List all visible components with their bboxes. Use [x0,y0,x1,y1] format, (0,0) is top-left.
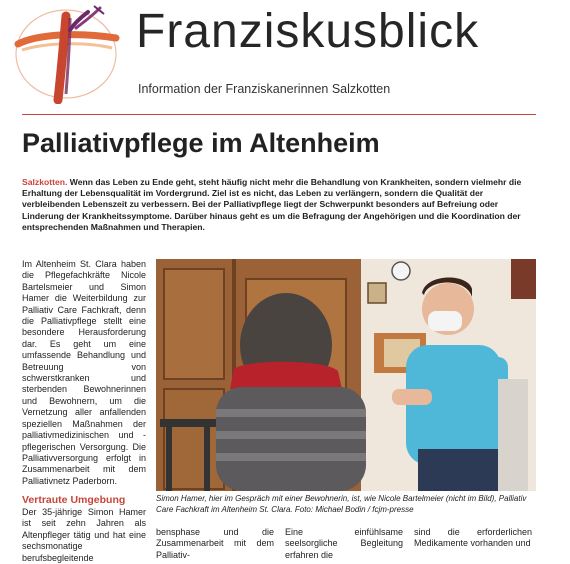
section-subheading: Vertraute Umgebung [22,494,126,506]
masthead [0,0,570,118]
body-column-4: sind die erforderlichen Medikamente vorhanden und [414,527,532,549]
body-column-2: bensphase und die Zusammenarbeit mit dem Palliativ- [156,527,274,560]
photo-caption: Simon Hamer, hier im Gespräch mit einer Bewohnerin, ist, wie Nicole Bartelmeier (nicht im Bild), Palliativ Care Fachkraft im Altenheim St. Clara. Foto: Michael Bodin / fcjm-presse [156,494,527,514]
lead-dateline: Salzkotten. [22,177,68,187]
body-column-3: Eine einfühlsame seelsorgliche Begleitung erfahren die [285,527,403,560]
publication-title: Franziskusblick [136,5,480,58]
article-lead [22,177,538,233]
article-photo [156,259,536,491]
franciscan-cross-logo-icon [8,4,120,104]
publication-subtitle: Information der Franziskanerinnen Salzkotten [138,82,391,96]
lead-text: Wenn das Leben zu Ende geht, steht häufig nicht mehr die Behandlung von Krankheiten, sondern vielmehr die Erhaltung der Lebensqualität im Vordergrund. Ziel ist es nicht, das Leben zu verlängern, sondern die Qualität der verbleibenden Lebenszeit zu verbessern. Bei der Palliativpflege liegt der Schwerpunkt besonders auf Befreiung oder Linderung der Krankheitssymptome. Darüber hinaus geht es um die Befragung der Angehörigen und die Koordination der entsprechenden Maßnahmen und Therapien. [22,177,522,232]
body-column-1: Im Altenheim St. Clara haben die Pflegefachkräfte Nicole Bartelsmeier und Simon Hamer die Weiterbildung zur Palliativ Care Fachkraft, denn die Palliativpflege stellt eine besondere Herausforderung dar. Es geht um eine umfassende Behandlung und Betreuung von schwerstkranken und sterbenden Bewohnerinnen und Bewohnern, um die Vernetzung aller anfallenden speziellen Maßnahmen der palliativmedizinischen und -pflegerischen Versorgung. Die Palliativversorgung erfolgt in Zusammenarbeit mit dem Palliativnetz Paderborn. [22,259,146,486]
article-headline: Palliativpflege im Altenheim [22,128,380,158]
body-column-1-continued: Der 35-jährige Simon Hamer ist seit zehn Jahren als Altenpfleger tätig und hat eine sechsmonatige berufsbegleitende [22,507,146,563]
header-rule [22,114,536,115]
photo-illustration [156,259,536,491]
